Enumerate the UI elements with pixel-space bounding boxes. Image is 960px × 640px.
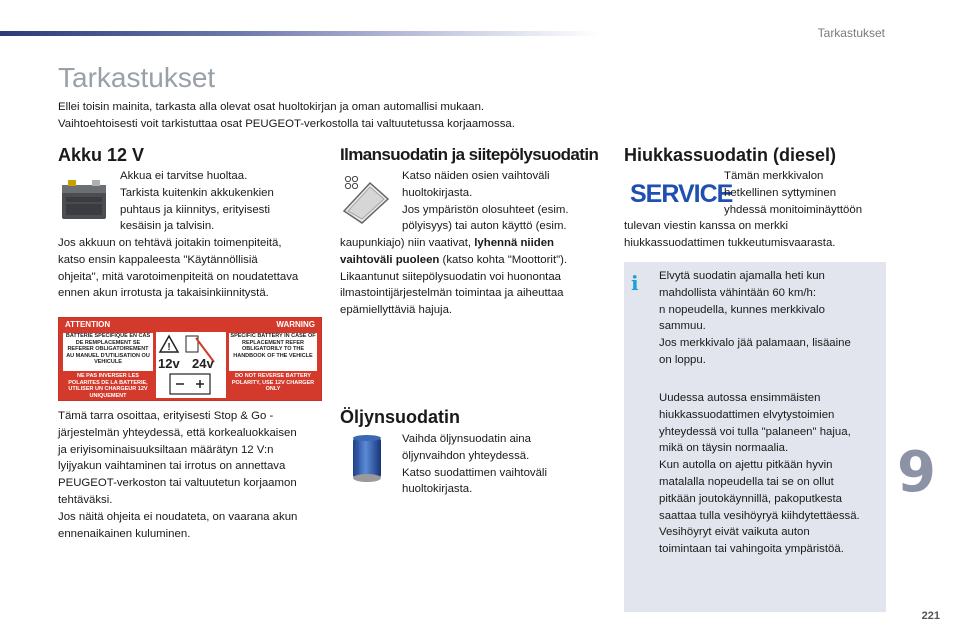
text-line: Vaihda öljynsuodatin aina (402, 433, 531, 445)
intro-line: Ellei toisin mainita, tarkasta alla olevat osat huoltokirjan ja oman automallisi mukaan. (58, 101, 485, 113)
text-line (340, 252, 567, 269)
air-filter-text-full (340, 235, 567, 319)
sticker-en-bottom: DO NOT REVERSE BATTERY POLARITY, USE 12V CHARGER ONLY (231, 373, 315, 392)
text-line: kesäisin ja talvisin. (120, 220, 215, 233)
text-line: toimintaan tai vahingoita ympäristöä. (659, 543, 844, 556)
text-line: Elvytä suodatin ajamalla heti kun (659, 270, 825, 282)
text-line: hetkellinen syttyminen (724, 186, 837, 199)
intro-text (58, 99, 618, 133)
text-line: Kun autolla on ajettu pitkään hyvin (659, 459, 833, 472)
text-line: Tarkista kuitenkin akkukenkien (120, 186, 274, 199)
air-filter-icon (340, 173, 392, 225)
text-line: ja eriyisominaisuuksiltaan määrätyn 12 V:n (58, 443, 274, 456)
text-line: Jos merkkivalo jää palamaan, lisäaine (659, 337, 851, 350)
oil-filter-text (402, 431, 547, 498)
text-line: pölyisyys) tai auton käyttö (esim. (402, 220, 567, 233)
text-line: Jos näitä ohjeita ei noudateta, on vaarana akun (58, 510, 298, 523)
battery-heading: Akku 12 V (58, 145, 145, 165)
text-line: matalalla nopeudella tai se on ollut (659, 475, 834, 488)
text-line: Jos akkuun on tehtävä joitakin toimenpiteitä, (58, 237, 282, 249)
text-line: sammuu. (659, 320, 706, 333)
text-line: järjestelmän yhteydessä, että korkealuokkaisen (58, 426, 297, 439)
oil-filter-icon (349, 434, 385, 484)
text-line: tulevan viestin kanssa on merkki (624, 220, 788, 232)
text-line: katso ensin kappaleesta "Käytännöllisiä (58, 253, 258, 266)
text-line: yhteydessä voi tulla "palaneen" hajua, (659, 425, 851, 438)
emphasis-text: vaihtoväli puoleen (340, 253, 440, 266)
text-line: huoltokirjasta. (402, 483, 473, 496)
sticker-en-top: SPECIFIC BATTERY IN CASE OF REPLACEMENT REFER OBLIGATORILY TO THE HANDBOOK OF THE VEHICLE (229, 333, 317, 371)
text-line: on loppu. (659, 353, 706, 366)
text-line: Akkua ei tarvitse huoltaa. (120, 170, 248, 182)
text-line: mahdollista vähintään 60 km/h: (659, 286, 817, 299)
sticker-24v: 24v (192, 356, 214, 371)
air-filter-heading: Ilmansuodatin ja siitepölysuodatin (340, 145, 599, 164)
battery-text-full (58, 235, 298, 302)
service-label: SERVICE (630, 180, 733, 208)
oil-filter-heading: Öljynsuodatin (340, 407, 461, 427)
text-line: Tämän merkkivalon (724, 170, 824, 182)
text-line: ennen akun irrotusta ja takaisinkiinnitystä. (58, 287, 269, 300)
sticker-center (156, 332, 226, 398)
page-title: Tarkastukset (58, 62, 216, 93)
header-bar (0, 31, 600, 36)
text-line: ennenaikainen kuluminen. (58, 527, 191, 540)
air-filter-text-short (402, 168, 569, 235)
text-line: huoltokirjasta. (402, 186, 473, 199)
text-line: Katso suodattimen vaihtoväli (402, 466, 547, 479)
text-line: pitkään joutokäynnillä, pakoputkesta (659, 492, 843, 505)
text-span: kaupunkiajo) niin vaativat, (340, 237, 475, 249)
text-line: yhdessä monitoiminäyttöön (724, 203, 863, 216)
text-line: lyijyakun vaihtaminen tai irrotus on annettava (58, 460, 286, 473)
particle-filter-heading: Hiukkassuodatin (diesel) (624, 145, 837, 165)
battery-icon (58, 175, 110, 223)
svg-text:!: ! (167, 342, 171, 353)
text-line: Uudessa autossa ensimmäisten (659, 392, 821, 404)
text-line: ilmastointijärjestelmän toimintaa ja aiheuttaa (340, 287, 564, 300)
chapter-number: 9 (897, 440, 936, 505)
sticker-warning: WARNING (276, 320, 315, 329)
text-line: Tämä tarra osoittaa, erityisesti Stop & Go - (58, 410, 274, 422)
particle-filter-text-short (724, 168, 862, 218)
text-line: n nopeudella, kunnes merkkivalo (659, 303, 825, 316)
text-line: epämiellyttäviä hajuja. (340, 304, 453, 317)
text-line: PEUGEOT-verkoston tai valtuutetun korjaamon (58, 477, 297, 490)
text-line: saattaa tulla vesihöyryä kiihdytettäessä. (659, 509, 860, 522)
service-warning-icon (630, 178, 733, 208)
text-line: Katso näiden osien vaihtoväli (402, 170, 550, 182)
text-line: öljynvaihdon yhteydessä. (402, 449, 530, 462)
text-line: hiukkassuodattimen tukkeutumisvaarasta. (624, 236, 836, 249)
page-number: 221 (921, 610, 940, 622)
text-line: hiukkassuodattimen elvytystoimien (659, 408, 835, 421)
text-line: Likaantunut siitepölysuodatin voi huonontaa (340, 270, 562, 283)
text-line: Jos ympäristön olosuhteet (esim. (402, 203, 569, 216)
text-line: mikä on täysin normaalia. (659, 442, 789, 455)
intro-line: Vaihtoehtoisesti voit tarkistuttaa osat PEUGEOT-verkostolla tai valtuutetussa korjaamossa. (58, 118, 515, 130)
info-paragraph-2 (659, 390, 860, 558)
emphasis-text: lyhennä niiden (474, 237, 554, 249)
sticker-description (58, 408, 297, 542)
sticker-12v: 12v (158, 356, 180, 371)
sticker-fr-top: BATTERIE SPECIFIQUE EN CAS DE REMPLACEMENT SE REFERER OBLIGATOIREMENT AU MANUEL D'UTILISATION OU VEHICULE (63, 333, 153, 371)
text-line: tehtäväksi. (58, 493, 113, 506)
text-line (340, 235, 567, 252)
text-line: puhtaus ja kiinnitys, erityisesti (120, 203, 271, 216)
info-paragraph-1 (659, 268, 851, 369)
particle-filter-text-full (624, 218, 835, 252)
info-icon: i (631, 271, 639, 295)
section-header: Tarkastukset (817, 26, 885, 40)
battery-text-short (120, 168, 274, 235)
text-span: (katso kohta "Moottorit"). (439, 253, 568, 266)
sticker-fr-bottom: NE PAS INVERSER LES POLARITES DE LA BATTERIE, UTILISER UN CHARGEUR 12V UNIQUEMENT (68, 373, 148, 399)
battery-warning-sticker (58, 317, 322, 401)
sticker-attention: ATTENTION (65, 320, 111, 329)
text-line: ohjeita", mitä varotoimenpiteitä on noudatettava (58, 270, 299, 283)
text-line: Vesihöyryt eivät vaikuta auton (659, 526, 810, 539)
